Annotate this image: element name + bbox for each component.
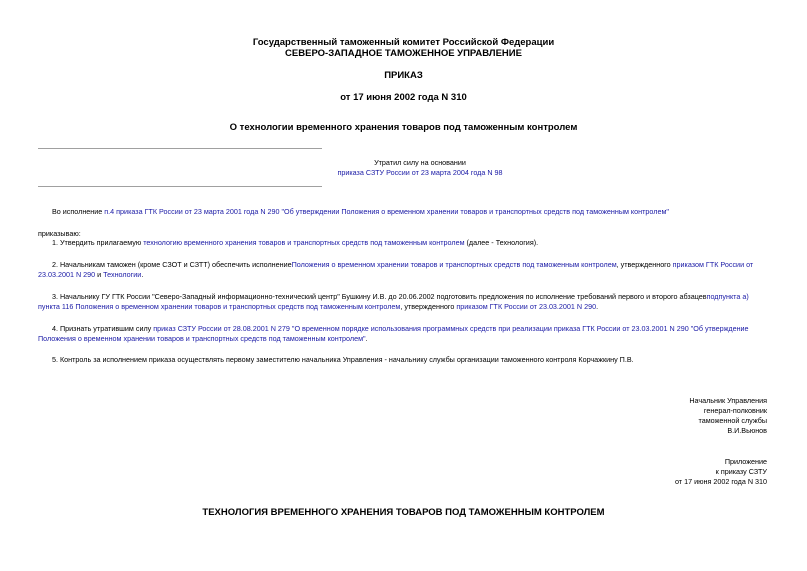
item-2-mid: , утвержденного <box>616 260 673 269</box>
item-4-end: . <box>365 334 368 343</box>
appendix-label: Приложение <box>724 457 767 466</box>
divider-bottom <box>38 186 322 187</box>
item-3-line-1 <box>52 292 749 302</box>
document-subject: О технологии временного хранения товаров под таможенным контролем <box>229 122 578 133</box>
status-link-line <box>210 168 630 178</box>
item-3-mid: , утвержденного <box>400 302 457 311</box>
item-2-text: 2. Начальникам таможен (кроме СЗОТ и СЗТТ) обеспечить исполнение <box>52 260 292 269</box>
signature-service: таможенной службы <box>698 416 767 425</box>
item-2-technology-link[interactable]: Технологии <box>103 270 142 279</box>
item-3-point-link[interactable]: пункта 116 Положения о временном хранении товаров и транспортных средств под таможенным контролем <box>38 302 401 311</box>
item-3-text: 3. Начальнику ГУ ГТК России "Северо-Западный информационно-технический центр" Бушкину И.В. до 20.06.2002 подготовить предложения по исполнение требований первого и второго абзацев <box>52 292 707 301</box>
item-1-text: 1. Утвердить прилагаемую <box>52 238 144 247</box>
item-3-subpoint-link[interactable]: подпункта а) <box>706 292 749 301</box>
repeal-order-link[interactable]: приказа СЗТУ России от 23 марта 2004 года N 98 <box>337 168 503 177</box>
signature-rank: генерал-полковник <box>703 406 767 415</box>
appendix-title: ТЕХНОЛОГИЯ ВРЕМЕННОГО ХРАНЕНИЯ ТОВАРОВ ПОД ТАМОЖЕННЫМ КОНТРОЛЕМ <box>202 507 605 518</box>
preamble-text: Во исполнение <box>52 207 105 216</box>
item-2-end: . <box>141 270 144 279</box>
signature-position: Начальник Управления <box>689 396 767 405</box>
item-2-order-link[interactable]: приказом ГТК России от <box>672 260 754 269</box>
order-word: приказываю: <box>38 229 81 238</box>
item-4-line-2 <box>38 334 368 344</box>
appendix-date: от 17 июня 2002 года N 310 <box>674 477 767 486</box>
item-2-regulation-link[interactable]: Положения о временном хранении товаров и транспортных средств под таможенным контролем <box>291 260 617 269</box>
item-4-text: 4. Признать утратившим силу <box>52 324 154 333</box>
signature-name: В.И.Вьюнов <box>727 426 767 435</box>
item-2-line-2 <box>38 270 143 280</box>
item-1 <box>52 238 538 248</box>
item-3-end: . <box>596 302 599 311</box>
item-1-technology-link[interactable]: технологию временного хранения товаров и транспортных средств под таможенным контролем <box>143 238 465 247</box>
item-2-line-1 <box>52 260 753 270</box>
preamble-link[interactable]: п.4 приказа ГТК России от 23 марта 2001 года N 290 "Об утверждении Положения о временном хранении товаров и транспортных средств под таможенным контролем" <box>104 207 669 216</box>
preamble-paragraph <box>52 207 669 217</box>
document-type: ПРИКАЗ <box>384 70 423 81</box>
item-5: 5. Контроль за исполнением приказа осуществлять первому заместителю начальника Управления - начальнику службы организации таможенного контроля Корчажкину П.В. <box>52 355 634 364</box>
item-4-order-link[interactable]: приказ СЗТУ России от 28.08.2001 N 279 "О временном порядке использования программных средств при реализации приказа ГТК России от 23.03.2001 N 290 "Об утверждение <box>153 324 749 333</box>
item-4-line-1 <box>52 324 749 334</box>
appendix-ref: к приказу СЗТУ <box>715 467 767 476</box>
document-date-number: от 17 июня 2002 года N 310 <box>340 92 467 103</box>
item-1-tail: (далее - Технология). <box>464 238 539 247</box>
divider-top <box>38 148 322 149</box>
item-3-order-link[interactable]: приказом ГТК России от 23.03.2001 N 290 <box>456 302 597 311</box>
status-note: Утратил силу на основании <box>374 158 466 167</box>
item-2-and: и <box>95 270 104 279</box>
item-3-line-2 <box>38 302 598 312</box>
item-2-order-link-cont[interactable]: 23.03.2001 N 290 <box>38 270 96 279</box>
committee-name: Государственный таможенный комитет Российской Федерации <box>252 37 555 48</box>
department-name: СЕВЕРО-ЗАПАДНОЕ ТАМОЖЕННОЕ УПРАВЛЕНИЕ <box>285 48 522 59</box>
item-4-order-link-cont[interactable]: Положения о временном хранении товаров и транспортных средств под таможенным контролем" <box>38 334 366 343</box>
